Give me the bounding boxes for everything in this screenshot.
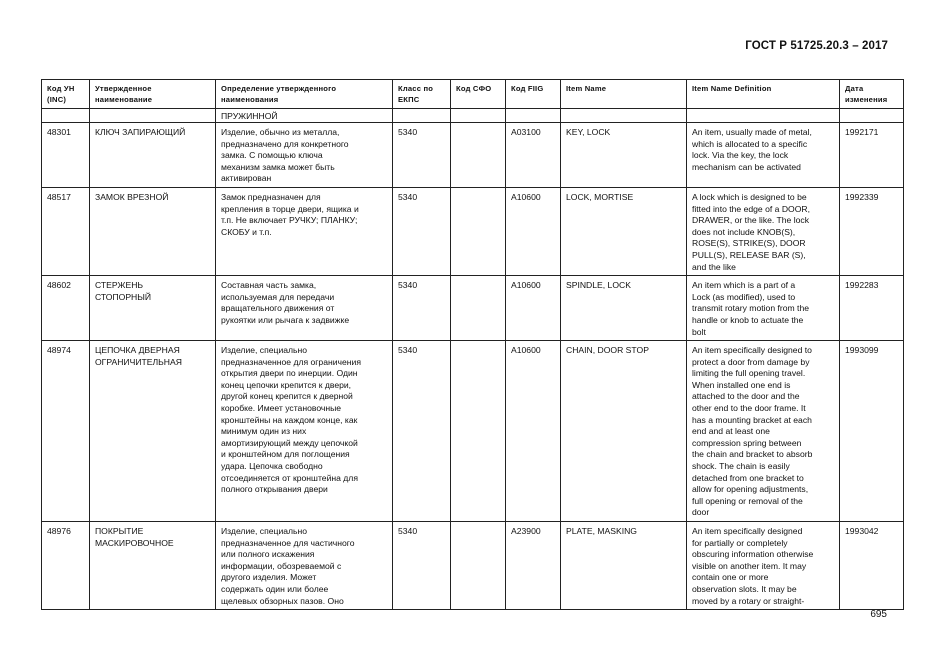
cell-item-name: CHAIN, DOOR STOP — [561, 341, 687, 522]
cell-class: 5340 — [393, 187, 451, 275]
cell-item-name: PLATE, MASKING — [561, 522, 687, 610]
cell-item-definition: An item which is a part of a Lock (as modified), used to transmit rotary motion from the handle or knob to actuate the bolt — [687, 276, 840, 341]
cell-approved-name: ЗАМОК ВРЕЗНОЙ — [90, 187, 216, 275]
cell-date: 1992171 — [840, 123, 904, 188]
cell-item-definition: An item specifically designed to protect a door from damage by limiting the full opening travel. When installed one end is attached to the door and the other end to the door frame. It has a mounting bracket at each end and at least one compression spring between the chain and bracket to absorb shock. The chain is easily detached from one bracket to allow for opening adjustments, full opening or removal of the door — [687, 341, 840, 522]
cell-item-name: LOCK, MORTISE — [561, 187, 687, 275]
header-item-name: Item Name — [561, 80, 687, 109]
table-row — [42, 522, 904, 610]
cell-fiig: A10600 — [506, 187, 561, 275]
cell-definition: Составная часть замка, используемая для передачи вращательного движения от рукоятки или рычага к задвижке — [216, 276, 393, 341]
cell-approved-name: СТЕРЖЕНЬ СТОПОРНЫЙ — [90, 276, 216, 341]
cell-class: 5340 — [393, 341, 451, 522]
cell-approved-name: ПОКРЫТИЕ МАСКИРОВОЧНОЕ — [90, 522, 216, 610]
header-approved-name-definition: Определение утвержденного наименования — [216, 80, 393, 109]
cell-sfo — [451, 522, 506, 610]
cell-item-name: SPINDLE, LOCK — [561, 276, 687, 341]
cell-inc: 48976 — [42, 522, 90, 610]
table-row — [42, 123, 904, 188]
cell-item-definition: An item, usually made of metal, which is allocated to a specific lock. Via the key, the lock mechanism can be activated — [687, 123, 840, 188]
cell-date: 1993099 — [840, 341, 904, 522]
header-item-name-definition: Item Name Definition — [687, 80, 840, 109]
cell-fiig: A10600 — [506, 341, 561, 522]
table-row — [42, 276, 904, 341]
cell-inc: 48974 — [42, 341, 90, 522]
cell-definition: Изделие, специально предназначенное для частичного или полного искажения информации, обозреваемой с другого изделия. Может содержать один или более щелевых обзорных пазов. Оно — [216, 522, 393, 610]
header-ekps-class: Класс по ЕКПС — [393, 80, 451, 109]
page-number: 695 — [870, 609, 887, 620]
cell-fiig: A03100 — [506, 123, 561, 188]
cell-inc: 48517 — [42, 187, 90, 275]
header-inc: Код УН (INC) — [42, 80, 90, 109]
cell-approved-name: КЛЮЧ ЗАПИРАЮЩИЙ — [90, 123, 216, 188]
cell-item-name: KEY, LOCK — [561, 123, 687, 188]
continuation-text: ПРУЖИННОЙ — [216, 109, 393, 123]
cell-approved-name: ЦЕПОЧКА ДВЕРНАЯ ОГРАНИЧИТЕЛЬНАЯ — [90, 341, 216, 522]
header-fiig-code: Код FIIG — [506, 80, 561, 109]
document-standard-header: ГОСТ Р 51725.20.3 – 2017 — [745, 40, 888, 52]
cell-fiig: A23900 — [506, 522, 561, 610]
table-row — [42, 341, 904, 522]
cell-date: 1992339 — [840, 187, 904, 275]
cell-item-definition: An item specifically designed for partially or completely obscuring information otherwise visible on another item. It may contain one or more observation slots. It may be moved by a rotary or straight- — [687, 522, 840, 610]
header-sfo-code: Код СФО — [451, 80, 506, 109]
item-catalog-table — [41, 79, 904, 610]
cell-inc: 48602 — [42, 276, 90, 341]
cell-inc: 48301 — [42, 123, 90, 188]
cell-definition: Замок предназначен для крепления в торце двери, ящика и т.п. Не включает РУЧКУ; ПЛАНКУ; СКОБУ и т.п. — [216, 187, 393, 275]
cell-fiig: A10600 — [506, 276, 561, 341]
cell-sfo — [451, 341, 506, 522]
cell-definition: Изделие, обычно из металла, предназначено для конкретного замка. С помощью ключа механизм замка может быть активирован — [216, 123, 393, 188]
cell-sfo — [451, 187, 506, 275]
cell-class: 5340 — [393, 123, 451, 188]
cell-class: 5340 — [393, 522, 451, 610]
table-header-row — [42, 80, 904, 109]
cell-definition: Изделие, специально предназначенное для ограничения открытия двери по инерции. Один конец цепочки крепится к двери, другой конец крепится к дверной коробке. Имеет установочные кронштейны на каждом конце, как минимум один из них амортизирующий между цепочкой и кронштейном для поглощения удара. Цепочка свободно отсоединяется от кронштейна для полного открывания двери — [216, 341, 393, 522]
cell-item-definition: A lock which is designed to be fitted into the edge of a DOOR, DRAWER, or the like. The lock does not include KNOB(S), ROSE(S), STRIKE(S), DOOR PULL(S), RELEASE BAR (S), and the like — [687, 187, 840, 275]
cell-date: 1992283 — [840, 276, 904, 341]
header-change-date: Дата изменения — [840, 80, 904, 109]
cell-sfo — [451, 123, 506, 188]
cell-class: 5340 — [393, 276, 451, 341]
cell-sfo — [451, 276, 506, 341]
table-row — [42, 187, 904, 275]
table-row-continuation — [42, 109, 904, 123]
header-approved-name: Утвержденное наименование — [90, 80, 216, 109]
cell-date: 1993042 — [840, 522, 904, 610]
